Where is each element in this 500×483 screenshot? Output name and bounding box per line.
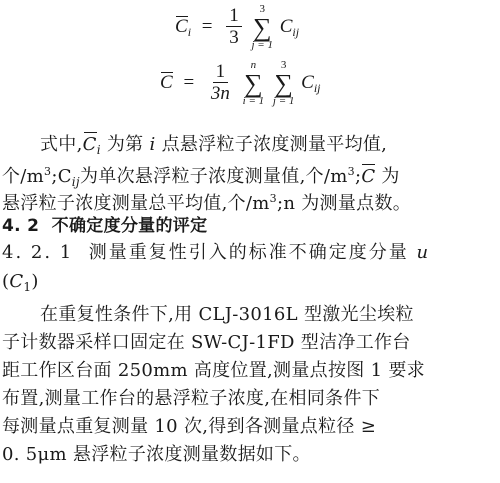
para1-line-2: [2, 159, 496, 189]
para2-line-4: [2, 386, 496, 412]
formula-point-mean: [175, 4, 299, 51]
sum-upper-limit: 3: [280, 59, 287, 71]
formula-lhs-symbol: C: [175, 15, 188, 37]
text: 悬浮粒子浓度测量总平均值,个/m: [2, 193, 270, 214]
sum-upper-limit: 3: [259, 3, 265, 15]
section-heading-4-2: [2, 213, 482, 239]
section-heading-4-2-1: [2, 240, 496, 266]
para2-line-2: [2, 330, 496, 356]
sum-upper-limit: n: [250, 59, 257, 71]
formula-total-mean: [160, 60, 320, 107]
sum-lower-limit: j = 1: [272, 95, 295, 107]
section-title: 测量重复性引入的标准不确定度分量: [88, 242, 409, 263]
sigma-symbol: ∑: [274, 69, 293, 98]
text: 为单次悬浮粒子浓度测量值,个/m: [79, 166, 348, 187]
sum-lower-limit: i = 1: [242, 95, 265, 107]
symbol-c-bar: C: [83, 132, 97, 158]
para1-line-3: [2, 186, 496, 212]
summation-j: [273, 60, 294, 107]
superscript: 3: [44, 165, 52, 178]
text: 点悬浮粒子浓度测量平均值,: [155, 134, 388, 155]
formula-equals: =: [183, 71, 195, 93]
paren-close: ): [31, 271, 39, 292]
subscript: 1: [23, 280, 32, 294]
text: 布置,测量工作台的悬浮粒子浓度,在相同条件下: [2, 388, 381, 409]
text: 个/m: [2, 166, 45, 187]
sum-lower-limit: j = 1: [251, 39, 273, 51]
fraction-denominator: 3: [229, 27, 239, 48]
text: 0. 5μm 悬浮粒子浓度测量数据如下。: [2, 444, 311, 465]
text: ;n 为测量点数。: [276, 193, 412, 214]
formula-term: C: [279, 15, 293, 37]
symbol-u: u: [416, 242, 431, 263]
para2-line-6: [2, 442, 496, 468]
sigma-symbol: ∑: [252, 13, 272, 42]
subscript: ij: [71, 175, 80, 189]
summation-i: [243, 60, 264, 107]
formula-term-subscript: ij: [292, 24, 300, 39]
para2-line-1: [40, 302, 496, 328]
para2-line-5: [2, 414, 496, 440]
fraction-denominator: 3n: [210, 83, 230, 104]
formula-term: C: [301, 71, 314, 93]
formula-lhs-subscript: i: [187, 24, 192, 39]
paren-open: (: [2, 271, 10, 292]
text: 为: [375, 166, 400, 187]
superscript: 3: [269, 192, 277, 205]
formula-fraction: [208, 62, 233, 105]
text: ;C: [51, 166, 72, 187]
formula-lhs-symbol: C: [160, 71, 173, 93]
text: 式中,: [40, 134, 83, 155]
symbol-i: i: [149, 134, 156, 155]
section-number: 4. 2. 1: [2, 242, 74, 263]
section-number: 4. 2: [2, 216, 40, 236]
text: 子计数器采样口固定在 SW-CJ-1FD 型洁净工作台: [2, 332, 411, 353]
superscript: 3: [347, 165, 355, 178]
formula-term-subscript: ij: [313, 80, 321, 95]
summation-j: [252, 4, 273, 51]
symbol-c-bar: C: [361, 164, 375, 190]
text: 每测量点重复测量 10 次,得到各测量点粒径 ≥: [2, 416, 377, 437]
sigma-symbol: ∑: [244, 69, 263, 98]
text: 在重复性条件下,用 CLJ-3016L 型激光尘埃粒: [40, 304, 414, 325]
text: ;: [354, 166, 362, 187]
section-title: 不确定度分量的评定: [51, 216, 208, 236]
symbol-c: C: [9, 271, 24, 292]
fraction-numerator: 1: [213, 62, 229, 83]
formula-equals: =: [201, 15, 213, 37]
para1-line-1: [0, 132, 500, 158]
fraction-numerator: 1: [226, 6, 242, 27]
section-heading-4-2-1-cont: [2, 269, 500, 295]
subscript: i: [96, 143, 101, 157]
text: 为第: [100, 134, 150, 155]
text: 距工作区台面 250mm 高度位置,测量点按图 1 要求: [2, 360, 425, 381]
para2-line-3: [2, 358, 496, 384]
formula-fraction: [226, 6, 242, 49]
